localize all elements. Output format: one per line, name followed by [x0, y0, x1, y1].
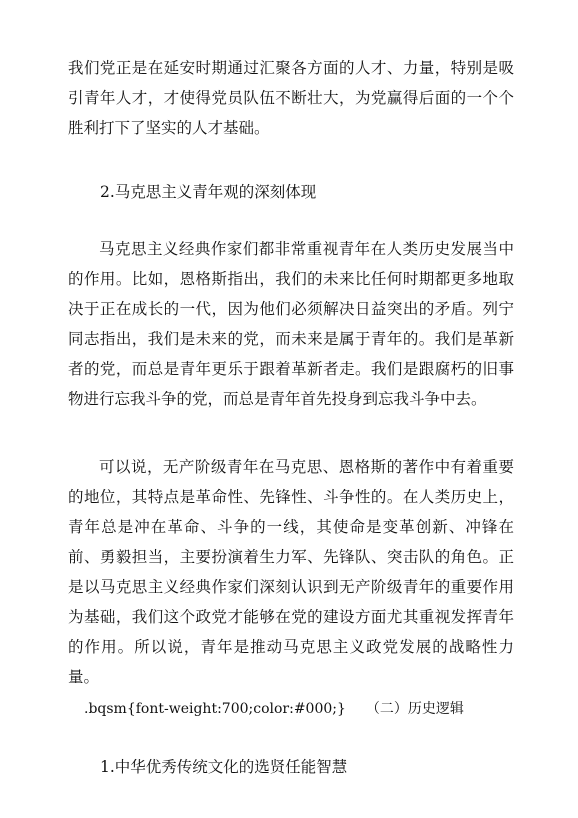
css-artifact-line: [84, 694, 464, 724]
paragraph-proletarian-youth: 可以说，无产阶级青年在马克思、恩格斯的著作中有着重要的地位，其特点是革命性、先锋性、斗争性的。在人类历史上，青年总是冲在革命、斗争的一线，其使命是变革创新、冲锋在前、勇毅担当，主要扮演着生力军、先锋队、突击队的角色。正是以马克思主义经典作家们深刻认识到无产阶级青年的重要作用为基础，我们这个政党才能够在党的建设方面尤其重视发挥青年的作用。所以说，青年是推动马克思主义政党发展的战略性力量。: [68, 458, 514, 686]
subsection-heading-traditional-culture: 1.中华优秀传统文化的选贤任能智慧: [100, 758, 348, 776]
section-heading-historical-logic: （二）历史逻辑: [365, 701, 464, 717]
css-artifact-text: .bqsm{font-weight:700;color:#000;}: [84, 701, 346, 717]
paragraph-marxist-classics: 马克思主义经典作家们都非常重视青年在人类历史发展当中的作用。比如，恩格斯指出，我们的未来比任何时期都更多地取决于正在成长的一代，因为他们必须解决日益突出的矛盾。列宁同志指出，我们是未来的党，而未来是属于青年的。我们是革新者的党，而总是青年更乐于跟着革新者走。我们是跟腐朽的旧事物进行忘我斗争的党，而总是青年首先投身到忘我斗争中去。: [68, 240, 514, 408]
section-heading-marxist-youth-view: 2.马克思主义青年观的深刻体现: [100, 183, 317, 201]
paragraph-yanan-talent: 我们党正是在延安时期通过汇聚各方面的人才、力量，特别是吸引青年人才，才使得党员队伍不断壮大，为党赢得后面的一个个胜利打下了坚实的人才基础。: [68, 59, 514, 137]
